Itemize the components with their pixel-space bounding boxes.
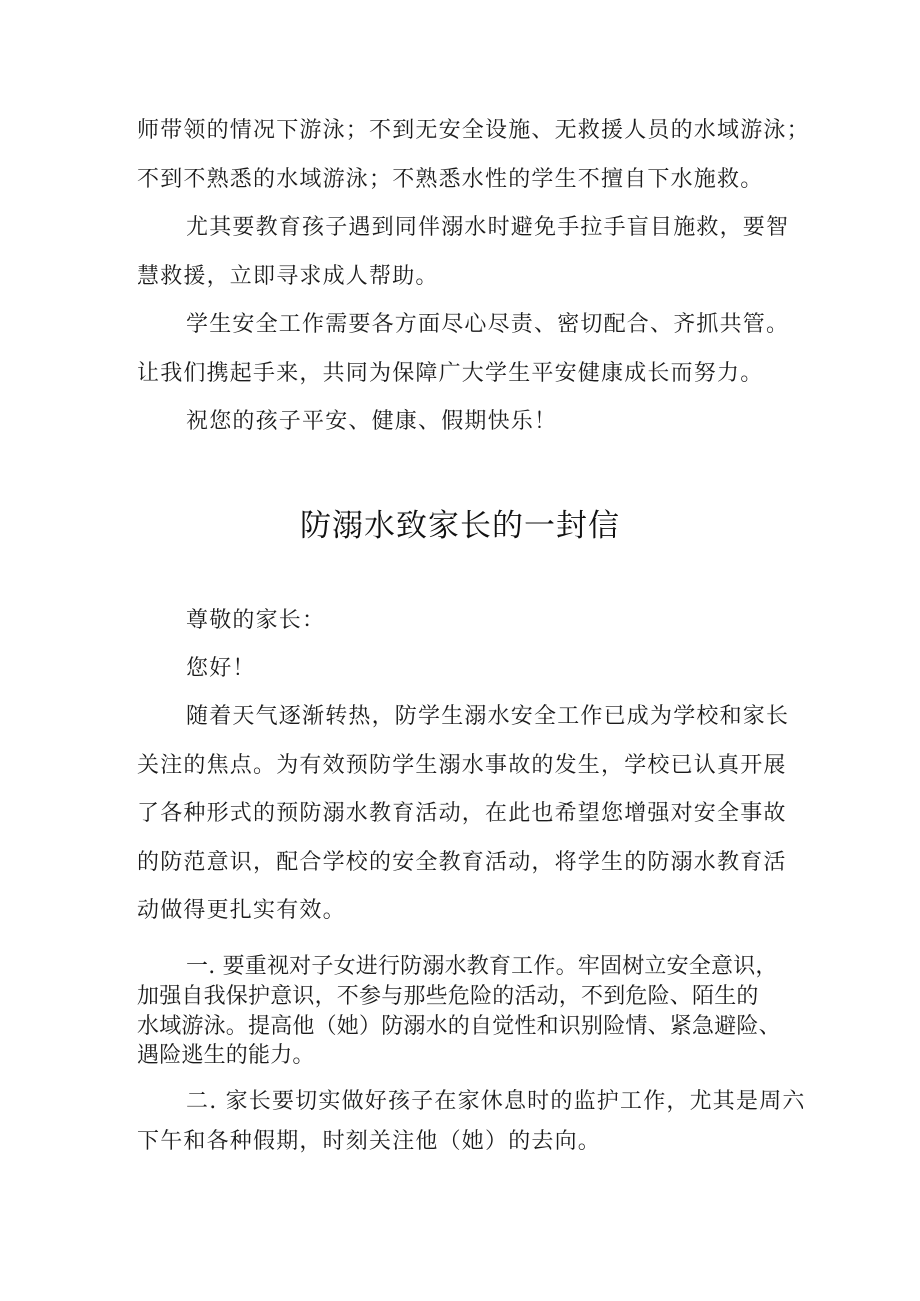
- intro-line: 关注的焦点。为有效预防学生溺水事故的发生，学校已认真开展: [137, 753, 787, 778]
- letter-title: 防溺水致家长的一封信: [300, 508, 620, 544]
- point-two-line: 二. 家长要切实做好孩子在家休息时的监护工作，尤其是周六: [186, 1089, 806, 1114]
- intro-line: 了各种形式的预防溺水教育活动，在此也希望您增强对安全事故: [137, 801, 787, 826]
- body-text-line: 师带领的情况下游泳；不到无安全设施、无救援人员的水域游泳；: [137, 118, 810, 143]
- salutation: 尊敬的家长：: [186, 608, 326, 633]
- body-text-line: 不到不熟悉的水域游泳；不熟悉水性的学生不擅自下水施救。: [137, 167, 764, 192]
- point-one-line: 水域游泳。提高他（她）防溺水的自觉性和识别险情、紧急避险、: [137, 1014, 781, 1039]
- greeting: 您好！: [186, 656, 256, 681]
- intro-line: 动做得更扎实有效。: [137, 898, 346, 923]
- body-text-line: 慧救援，立即寻求成人帮助。: [137, 264, 439, 289]
- intro-line: 的防范意识，配合学校的安全教育活动，将学生的防溺水教育活: [137, 850, 787, 875]
- body-text-line: 让我们携起手来，共同为保障广大学生平安健康成长而努力。: [137, 361, 764, 386]
- body-text-line: 尤其要教育孩子遇到同伴溺水时避免手拉手盲目施救，要智: [186, 215, 790, 240]
- point-one-line: 加强自我保护意识，不参与那些危险的活动，不到危险、陌生的: [137, 984, 759, 1009]
- body-text-line: 学生安全工作需要各方面尽心尽责、密切配合、齐抓共管。: [186, 312, 790, 337]
- closing-wish: 祝您的孩子平安、健康、假期快乐！: [186, 409, 558, 434]
- point-one-line: 一. 要重视对子女进行防溺水教育工作。牢固树立安全意识，: [186, 954, 778, 979]
- point-two-line: 下午和各种假期，时刻关注他（她）的去向。: [137, 1129, 602, 1154]
- intro-line: 随着天气逐渐转热，防学生溺水安全工作已成为学校和家长: [186, 704, 790, 729]
- point-one-line: 遇险逃生的能力。: [137, 1043, 315, 1068]
